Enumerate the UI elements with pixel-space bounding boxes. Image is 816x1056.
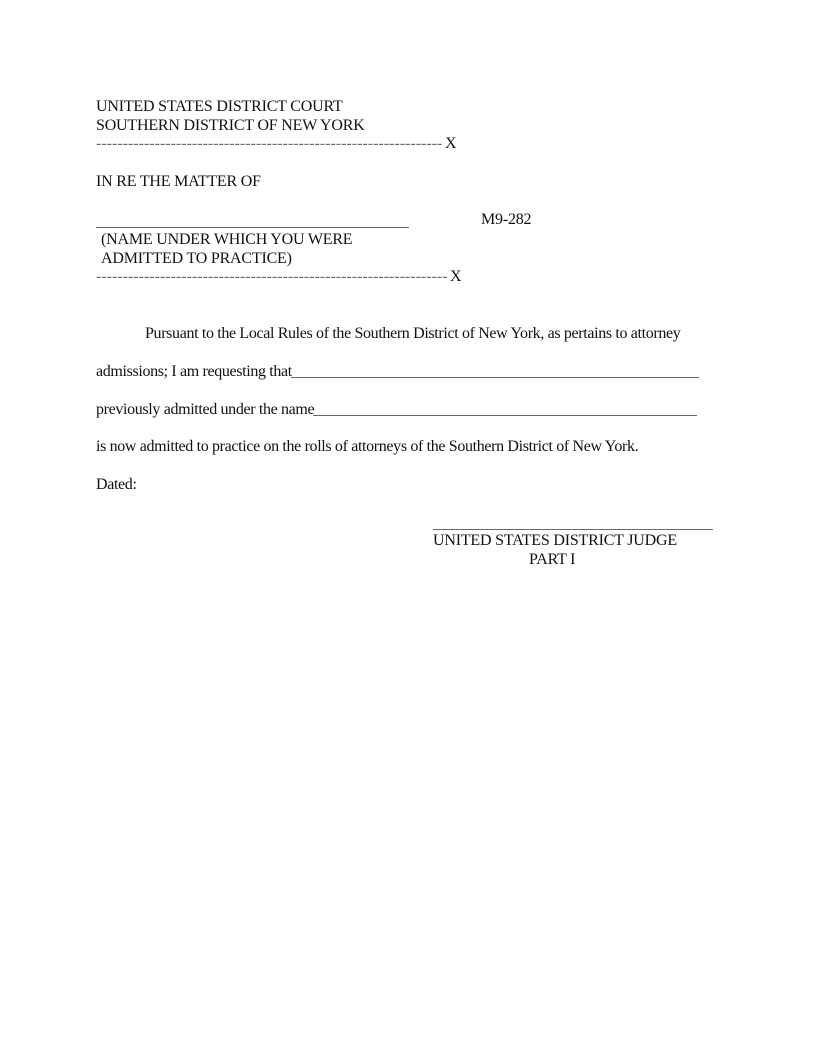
name-field-label-line1: (NAME UNDER WHICH YOU WERE <box>101 231 353 248</box>
court-name-line1: UNITED STATES DISTRICT COURT <box>96 98 343 115</box>
separator-dashes: ------------------------------------------------------------------ <box>96 268 448 285</box>
body-paragraph-line4: is now admitted to practice on the rolls of attorneys of the Southern District of New York. <box>96 438 639 455</box>
name-field-label-line2: ADMITTED TO PRACTICE) <box>101 250 292 267</box>
dated-label: Dated: <box>96 476 137 493</box>
caption-separator-bottom <box>96 267 462 286</box>
requested-name-blank[interactable] <box>291 377 699 378</box>
caption-separator-top <box>96 134 457 153</box>
matter-heading: IN RE THE MATTER OF <box>96 173 261 190</box>
body-paragraph-line2 <box>96 362 292 381</box>
separator-x: X <box>450 268 462 285</box>
signature-line[interactable] <box>433 529 713 530</box>
requesting-label: admissions; I am requesting that <box>96 363 292 380</box>
separator-dashes: ----------------------------------------------------------------- <box>96 135 443 152</box>
signature-title: UNITED STATES DISTRICT JUDGE <box>433 532 677 549</box>
body-paragraph-line3 <box>96 400 314 419</box>
name-field-underline[interactable] <box>96 227 409 228</box>
case-number: M9-282 <box>481 211 532 228</box>
court-name-line2: SOUTHERN DISTRICT OF NEW YORK <box>96 117 365 134</box>
body-paragraph-line1: Pursuant to the Local Rules of the Southern District of New York, as pertains to attorney <box>145 325 681 342</box>
previous-name-blank[interactable] <box>313 415 697 416</box>
dated-line <box>96 475 137 494</box>
previous-name-label: previously admitted under the name <box>96 401 315 418</box>
separator-x: X <box>445 135 457 152</box>
signature-part: PART I <box>529 551 576 568</box>
